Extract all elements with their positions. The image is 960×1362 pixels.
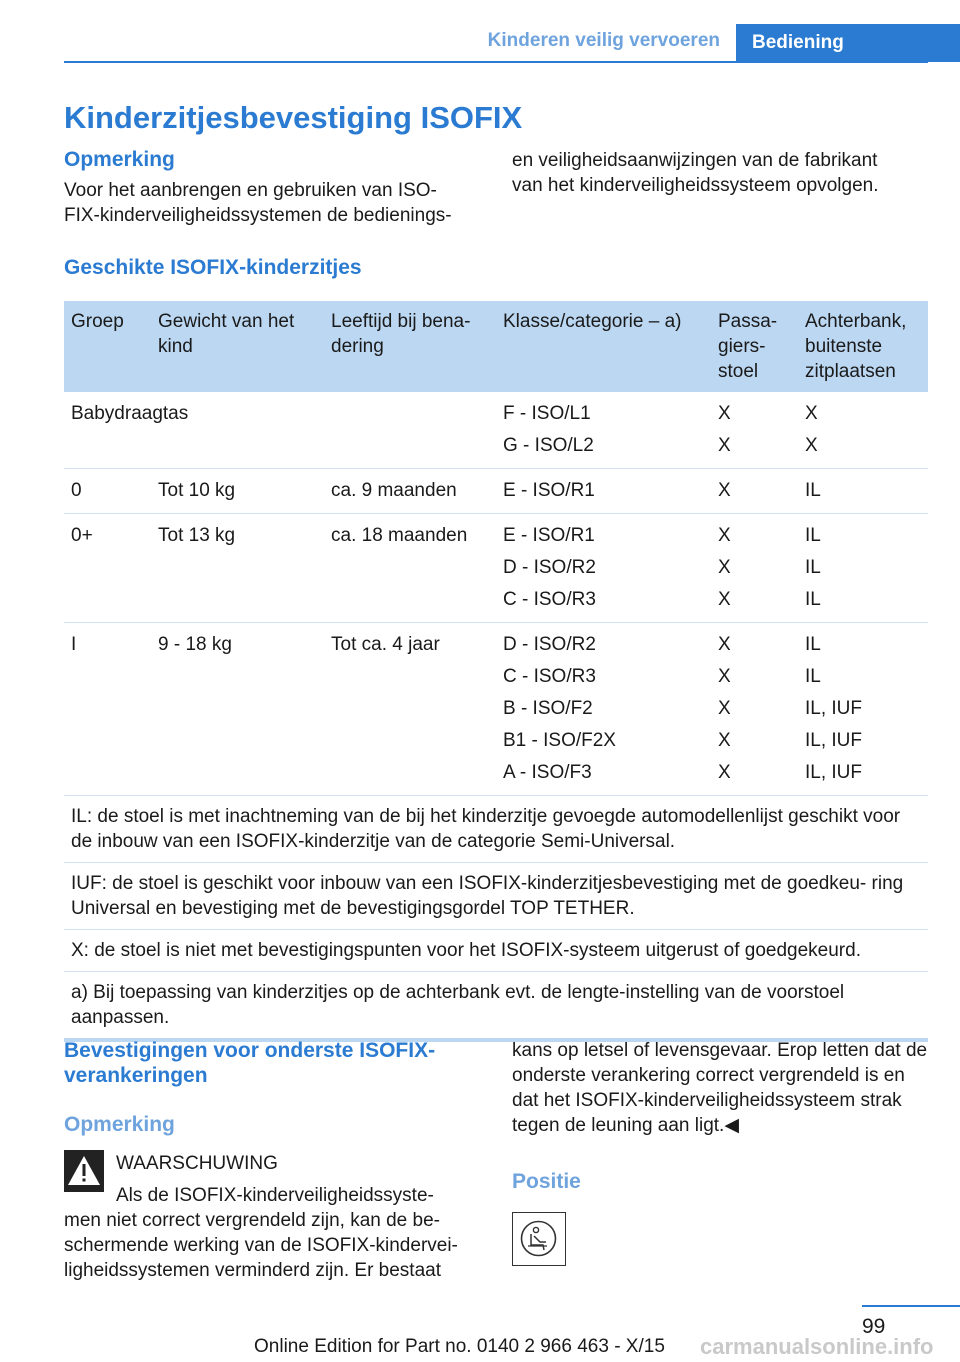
note-right-column <box>512 148 928 198</box>
chapter-tab-label: Bediening <box>752 32 844 53</box>
cell-group: 0+ <box>64 514 151 623</box>
note-text-right <box>512 148 928 198</box>
cell-rear: IL IL IL, IUF IL, IUF IL, IUF <box>798 623 928 796</box>
cell-passenger: X X X X X <box>711 623 798 796</box>
table-row <box>64 623 928 796</box>
table-row <box>64 469 928 514</box>
cell-age: ca. 18 maanden <box>324 514 496 623</box>
page-number: 99 <box>862 1315 886 1338</box>
cell-rear: IL IL IL <box>798 514 928 623</box>
col-header-rear-seats: Achterbank, buitenste zitplaatsen <box>798 301 928 392</box>
table-note: a) Bij toepassing van kinderzitjes op de achterbank evt. de lengte-instelling van de voorstoel aanpassen. <box>64 972 928 1041</box>
note-left-column <box>64 148 480 228</box>
cell-age: ca. 9 maanden <box>324 469 496 514</box>
table-note: IL: de stoel is met inachtneming van de bij het kinderzitje gevoegde automodellenlijst geschikt voor de inbouw van een ISOFIX-kinderzitje van de categorie Semi-Universal. <box>64 796 928 863</box>
col-header-age: Leeftijd bij bena‐ dering <box>324 301 496 392</box>
position-heading: Positie <box>512 1170 581 1193</box>
cell-class: F - ISO/L1 G - ISO/L2 <box>496 392 711 469</box>
table-note-row <box>64 930 928 972</box>
watermark: carmanualsonline.info <box>700 1334 934 1359</box>
chapter-tab[interactable] <box>736 24 960 62</box>
col-header-weight: Gewicht van het kind <box>151 301 324 392</box>
cell-passenger: X X X <box>711 514 798 623</box>
running-section-title: Kinderen veilig vervoeren <box>487 30 720 51</box>
table-row <box>64 392 928 469</box>
cell-rear: X X <box>798 392 928 469</box>
edition-footer: Online Edition for Part no. 0140 2 966 463 - X/15 <box>254 1336 665 1357</box>
note-heading: Opmerking <box>64 148 175 171</box>
cell-class: D - ISO/R2 C - ISO/R3 B - ISO/F2 B1 - ISO/F2X A - ISO/F3 <box>496 623 711 796</box>
cell-age: Tot ca. 4 jaar <box>324 623 496 796</box>
col-header-group: Groep <box>64 301 151 392</box>
table-note-row <box>64 796 928 863</box>
cell-weight: Tot 10 kg <box>151 469 324 514</box>
table-note-row <box>64 863 928 930</box>
cell-rear: IL <box>798 469 928 514</box>
table-note: IUF: de stoel is geschikt voor inbouw van een ISOFIX-kinderzitjesbevestiging met de goedkeu‐ ring Universal en bevestiging met de bevestigingsgordel TOP TETHER. <box>64 863 928 930</box>
cell-class: E - ISO/R1 D - ISO/R2 C - ISO/R3 <box>496 514 711 623</box>
header-rule <box>64 61 928 63</box>
table-note-row <box>64 972 928 1041</box>
cell-passenger: X X <box>711 392 798 469</box>
warning-label: WAARSCHUWING <box>116 1153 278 1174</box>
cell-passenger: X <box>711 469 798 514</box>
cell-class: E - ISO/R1 <box>496 469 711 514</box>
suitable-seats-heading: Geschikte ISOFIX-kinderzitjes <box>64 256 362 279</box>
anchors-note-heading: Opmerking <box>64 1113 175 1136</box>
note-line: FIX-kinderveiligheidssystemen de bedienings‐ <box>64 205 452 226</box>
col-header-class: Klasse/categorie – a) <box>496 301 711 392</box>
anchors-heading: Bevestigingen voor onderste ISOFIX-verankeringen <box>64 1039 436 1087</box>
table-row <box>64 514 928 623</box>
note-text-left <box>64 178 480 228</box>
cell-group: Babydraagtas <box>64 392 496 469</box>
table-header-row <box>64 301 928 392</box>
page-title: Kinderzitjesbevestiging ISOFIX <box>64 100 523 135</box>
footer-rule <box>862 1305 960 1307</box>
table-note: X: de stoel is niet met bevestigingspunten voor het ISOFIX-systeem uitgerust of goedgekeurd. <box>64 930 928 972</box>
note-line: en veiligheidsaanwijzingen van de fabrikant <box>512 150 878 171</box>
warning-text-continued: kans op letsel of levensgevaar. Erop letten dat de onderste verankering correct vergrendeld is en dat het ISOFIX-kinderveiligheidssysteem strak tegen de leuning aan ligt.◀ <box>512 1040 928 1136</box>
cell-weight: Tot 13 kg <box>151 514 324 623</box>
note-line: van het kinderveiligheidssysteem opvolgen. <box>512 175 879 196</box>
isofix-table <box>64 301 928 1042</box>
cell-weight: 9 - 18 kg <box>151 623 324 796</box>
col-header-passenger-seat: Passa‐ giers‐ stoel <box>711 301 798 392</box>
cell-group: 0 <box>64 469 151 514</box>
cell-group: I <box>64 623 151 796</box>
note-line: Voor het aanbrengen en gebruiken van ISO‐ <box>64 180 437 201</box>
warning-text: Als de ISOFIX-kinderveiligheidssyste‐ men niet correct vergrendeld zijn, kan de be‐ schermende werking van de ISOFIX-kindervei‐ ligheidssystemen verminderd zijn. Er bestaat <box>64 1185 458 1281</box>
child-seat-isofix-icon <box>512 1212 566 1266</box>
